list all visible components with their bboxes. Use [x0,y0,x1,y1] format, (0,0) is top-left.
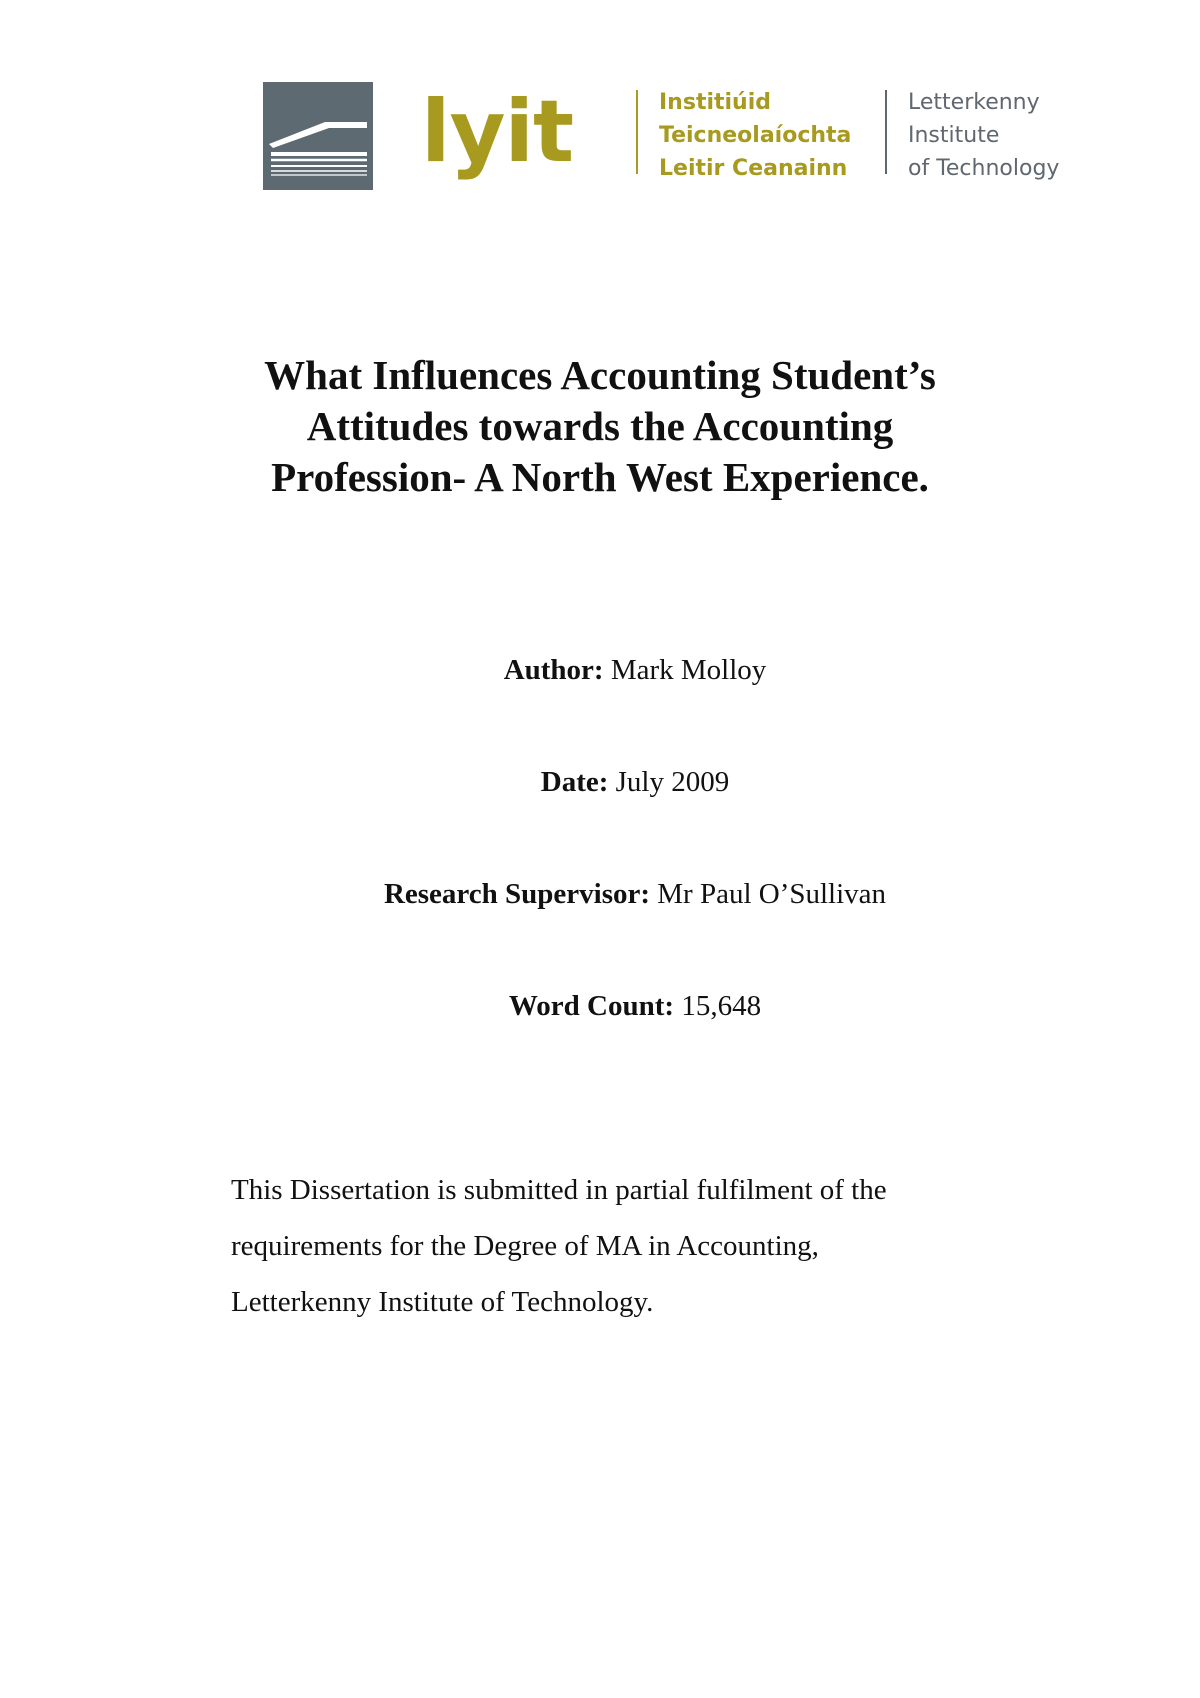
submission-statement [231,1162,1031,1330]
statement-line: Letterkenny Institute of Technology. [231,1286,654,1318]
institute-logo [263,82,1093,192]
irish-name-line: Institiúid [659,90,772,115]
irish-institute-name [659,86,851,185]
english-name-line: Letterkenny [908,90,1040,115]
english-name-line: of Technology [908,156,1060,181]
author-label: Author: [503,654,604,686]
irish-name-line: Leitir Ceanainn [659,156,848,181]
english-institute-name [908,86,1059,185]
supervisor-value: Mr Paul O’Sullivan [657,878,887,910]
supervisor-line [0,876,1200,912]
logo-divider [885,90,887,174]
title-line: Attitudes towards the Accounting [306,403,894,449]
dissertation-title [150,350,1050,503]
word-count-line [0,988,1200,1024]
author-line [0,652,1200,688]
english-name-line: Institute [908,123,1000,148]
statement-line: This Dissertation is submitted in partial fulfilment of the [231,1174,887,1206]
date-line [0,764,1200,800]
irish-name-line: Teicneolaíochta [659,123,852,148]
logo-divider [636,90,638,174]
date-label: Date: [540,766,609,798]
word-count-label: Word Count: [508,990,675,1022]
supervisor-label: Research Supervisor: [383,878,651,910]
author-value: Mark Molloy [610,654,767,686]
title-line: What Influences Accounting Student’s [264,352,936,398]
title-line: Profession- A North West Experience. [271,454,929,500]
statement-line: requirements for the Degree of MA in Accounting, [231,1230,819,1262]
stacked-waves-emblem-icon [263,82,373,190]
lyit-wordmark: lyit [421,82,574,182]
date-value: July 2009 [615,766,730,798]
word-count-value: 15,648 [681,990,762,1022]
